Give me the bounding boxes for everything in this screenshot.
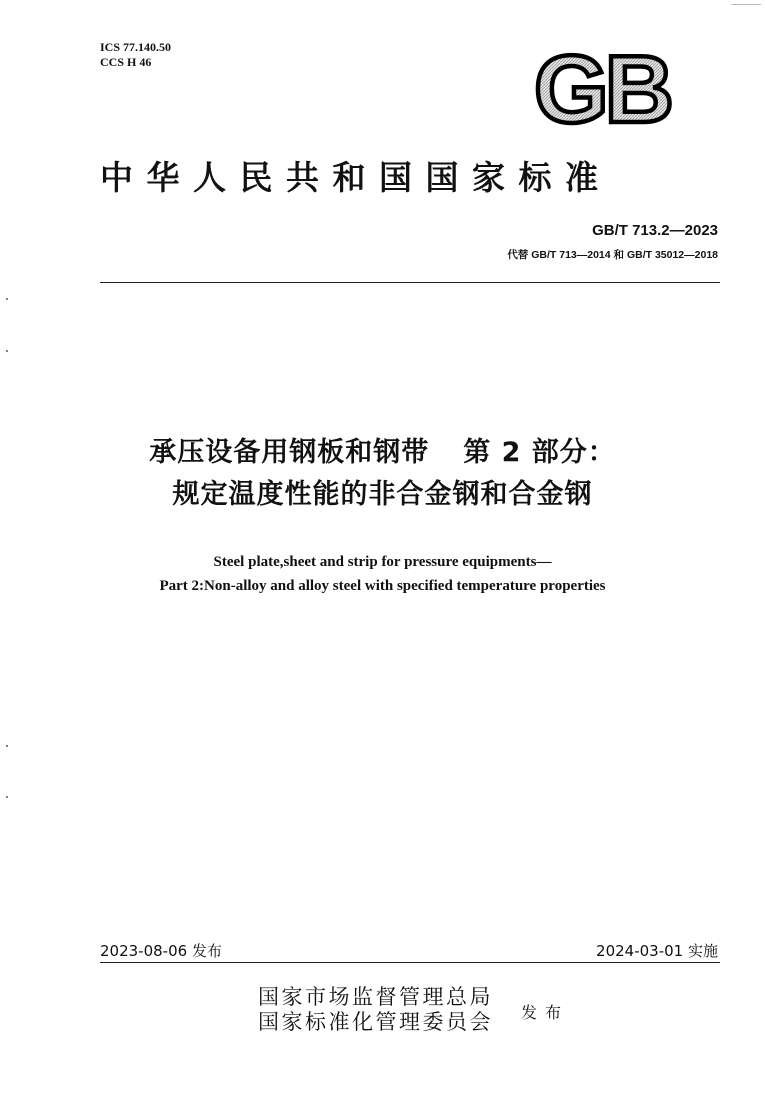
margin-mark [6, 796, 8, 798]
english-title [0, 550, 765, 598]
svg-text:GB: GB [534, 48, 670, 128]
corner-scan-mark [731, 4, 761, 5]
issuer-sac: 国家标准化管理委员会 [258, 1010, 493, 1034]
english-title-line1: Steel plate,sheet and strip for pressure equipments— [213, 554, 552, 570]
margin-mark [6, 745, 8, 747]
chinese-title-line1-part: 第 2 部分： [463, 437, 616, 468]
standard-number: GB/T 713.2—2023 [592, 222, 718, 239]
classification-codes [100, 40, 171, 70]
implementation-date: 2024-03-01 实施 [596, 942, 718, 960]
english-title-line2: Part 2:Non-alloy and alloy steel with specified temperature properties [159, 578, 606, 594]
margin-mark [6, 298, 8, 300]
margin-mark [6, 350, 8, 352]
ccs-code: CCS H 46 [100, 55, 152, 69]
ics-code: ICS 77.140.50 [100, 40, 172, 54]
bottom-divider [100, 962, 720, 963]
replaces-standards: 代替 GB/T 713—2014 和 GB/T 35012—2018 [507, 249, 718, 261]
issue-label: 发布 [521, 1003, 570, 1022]
chinese-title [0, 432, 765, 516]
chinese-title-line2: 规定温度性能的非合金钢和合金钢 [172, 479, 593, 510]
issuer-samr: 国家市场监督管理总局 [258, 985, 493, 1009]
top-divider [100, 282, 720, 283]
gb-emblem-icon [527, 48, 677, 128]
publish-date: 2023-08-06 发布 [100, 942, 222, 960]
issuing-organizations [258, 985, 493, 1035]
chinese-title-line1-main: 承压设备用钢板和钢带 [149, 437, 430, 468]
national-standard-title: 中华人民共和国国家标准 [100, 158, 612, 197]
